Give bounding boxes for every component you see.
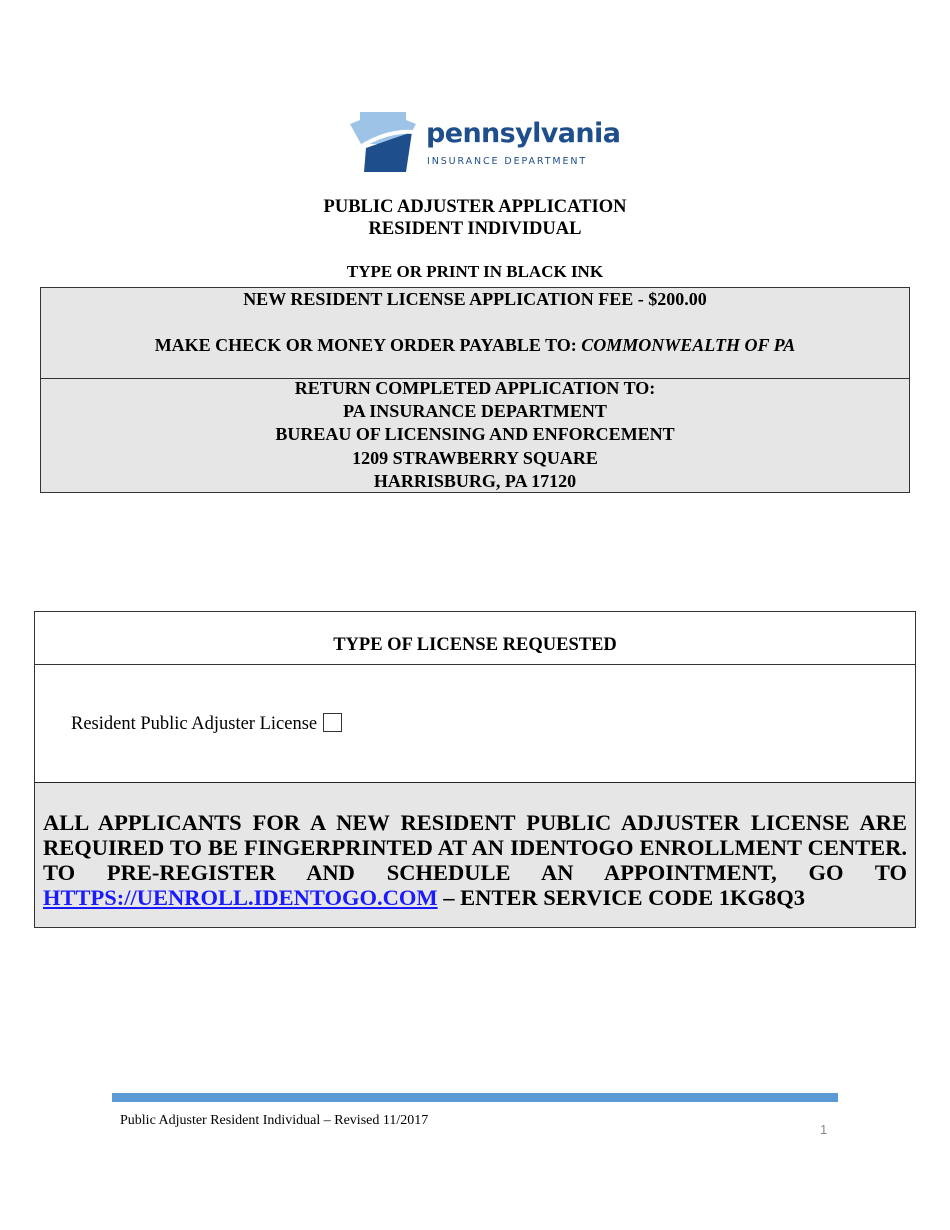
return-line: RETURN COMPLETED APPLICATION TO:: [294, 378, 656, 398]
footer-bar: [112, 1093, 838, 1102]
identogo-link[interactable]: HTTPS://UENROLL.IDENTOGO.COM: [43, 885, 438, 910]
license-option-row: [71, 713, 342, 735]
service-code-text: – ENTER SERVICE CODE 1KG8Q3: [437, 885, 806, 910]
license-type-section: [34, 611, 916, 928]
payable-to-line: [41, 335, 909, 356]
fingerprint-notice: [35, 782, 915, 927]
footer-text: Public Adjuster Resident Individual – Revised 11/2017: [120, 1113, 429, 1128]
return-line: HARRISBURG, PA 17120: [373, 471, 577, 491]
fee-amount: NEW RESIDENT LICENSE APPLICATION FEE - $200.00: [243, 289, 707, 309]
fee-info-box: [40, 287, 910, 493]
return-line: PA INSURANCE DEPARTMENT: [343, 401, 607, 421]
logo-wordmark: pennsylvania: [426, 118, 621, 149]
page-subtitle: RESIDENT INDIVIDUAL: [368, 219, 582, 239]
ink-instruction: TYPE OR PRINT IN BLACK INK: [346, 262, 604, 281]
license-type-heading: TYPE OF LICENSE REQUESTED: [35, 612, 915, 665]
keystone-icon: [348, 110, 418, 176]
notice-text: ALL APPLICANTS FOR A NEW RESIDENT PUBLIC ADJUSTER LICENSE ARE REQUIRED TO BE FINGERPRINTED AT AN IDENTOGO ENROLLMENT CENTER. TO PRE-REGISTER AND SCHEDULE AN APPOINTMENT, GO TO: [43, 810, 907, 885]
page-number: 1: [820, 1122, 828, 1137]
resident-license-checkbox[interactable]: [323, 713, 342, 732]
payable-to-name: COMMONWEALTH OF PA: [581, 335, 796, 355]
pa-insurance-logo: [348, 110, 621, 176]
logo-subtitle: INSURANCE DEPARTMENT: [427, 156, 588, 167]
license-option-label: Resident Public Adjuster License: [71, 714, 318, 734]
return-line: BUREAU OF LICENSING AND ENFORCEMENT: [275, 424, 675, 444]
page-title: PUBLIC ADJUSTER APPLICATION: [323, 197, 627, 217]
payable-prefix: MAKE CHECK OR MONEY ORDER PAYABLE TO:: [154, 335, 582, 355]
return-line: 1209 STRAWBERRY SQUARE: [352, 448, 598, 468]
